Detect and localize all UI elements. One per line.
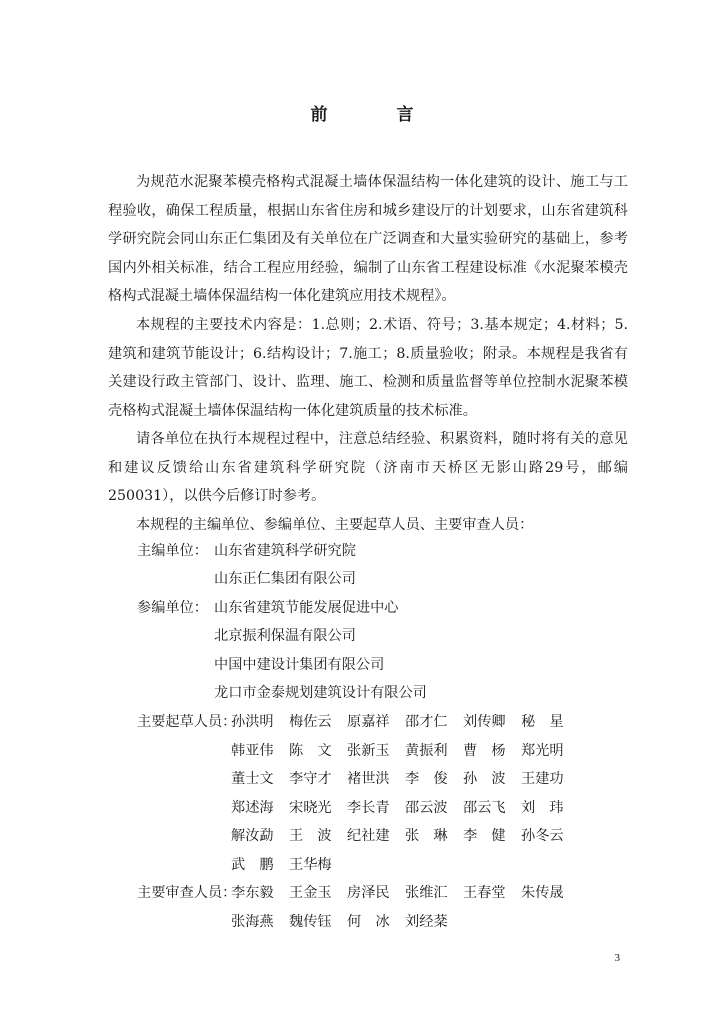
- drafters-row: [231, 851, 347, 879]
- participating-org: 中国中建设计集团有限公司: [214, 657, 385, 673]
- drafter-name: 宋晓光: [289, 800, 332, 816]
- drafter-name: 邵才仁: [405, 714, 448, 730]
- chief-editor-org: 山东省建筑科学研究院: [214, 543, 356, 559]
- drafter-name: 梅佐云: [289, 714, 332, 730]
- drafter-name: 孙洪明: [231, 714, 274, 730]
- drafters-row: [231, 737, 579, 765]
- reviewer-name: 朱传晟: [521, 885, 564, 901]
- drafter-name: 武 鹏: [231, 857, 274, 873]
- drafter-name: 曹 杨: [463, 743, 506, 759]
- paragraph-units-intro: 本规程的主编单位、参编单位、主要起草人员、主要审查人员：: [136, 517, 534, 533]
- reviewer-name: 魏传钰: [289, 914, 332, 930]
- drafter-name: 李 健: [463, 828, 506, 844]
- reviewer-name: 李东毅: [231, 885, 274, 901]
- drafter-name: 孙冬云: [521, 828, 564, 844]
- drafter-name: 黄振利: [405, 743, 448, 759]
- drafters-row: [231, 794, 579, 822]
- drafters-row: [231, 708, 579, 736]
- drafter-name: 原嘉祥: [347, 714, 390, 730]
- drafter-name: 邵云飞: [463, 800, 506, 816]
- drafters-row: [231, 822, 579, 850]
- paragraph-contents: 本规程的主要技术内容是：1.总则；2.术语、符号；3.基本规定；4.材料；5.建筑和建筑节能设计；6.结构设计；7.施工；8.质量验收；附录。本规程是我省有关建设行政主管部门、设计、监理、施工、检测和质量监督等单位控制水泥聚苯模壳格构式混凝土墙体保温结构一体化建筑质量的技术标准。: [108, 317, 628, 419]
- drafter-name: 韩亚伟: [231, 743, 274, 759]
- reviewers-row: [231, 908, 463, 936]
- drafter-name: 王 波: [289, 828, 332, 844]
- drafter-name: 纪社建: [347, 828, 390, 844]
- participating-label: 参编单位：: [137, 600, 208, 616]
- drafter-name: 郑光明: [521, 743, 564, 759]
- participating-org: 龙口市金泰规划建筑设计有限公司: [214, 685, 427, 701]
- drafter-name: 褚世洪: [347, 771, 390, 787]
- drafter-name: 张 琳: [405, 828, 448, 844]
- drafter-name: 陈 文: [289, 743, 332, 759]
- paragraph-feedback: 请各单位在执行本规程过程中，注意总结经验、积累资料，随时将有关的意见和建议反馈给山东省建筑科学研究院（济南市天桥区无影山路29号，邮编250031），以供今后修订时参考。: [108, 431, 628, 505]
- page-number: 3: [614, 952, 620, 964]
- paragraph-purpose: 为规范水泥聚苯模壳格构式混凝土墙体保温结构一体化建筑的设计、施工与工程验收，确保工程质量，根据山东省住房和城乡建设厅的计划要求，山东省建筑科学研究院会同山东正仁集团及有关单位在广泛调查和大量实验研究的基础上，参考国内外相关标准，结合工程应用经验，编制了山东省工程建设标准《水泥聚苯模壳格构式混凝土墙体保温结构一体化建筑应用技术规程》。: [108, 174, 628, 305]
- reviewer-name: 王金玉: [289, 885, 332, 901]
- drafter-name: 解汝勐: [231, 828, 274, 844]
- drafter-name: 刘 玮: [521, 800, 564, 816]
- drafter-name: 王建功: [521, 771, 564, 787]
- participating-org: 山东省建筑节能发展促进中心: [214, 600, 399, 616]
- drafters-label: 主要起草人员：: [137, 714, 237, 730]
- drafter-name: 张新玉: [347, 743, 390, 759]
- drafter-name: 王华梅: [289, 857, 332, 873]
- drafter-name: 董士文: [231, 771, 274, 787]
- drafter-name: 秘 星: [521, 714, 564, 730]
- drafter-name: 邵云波: [405, 800, 448, 816]
- chief-editor-label: 主编单位：: [137, 543, 208, 559]
- drafter-name: 李 俊: [405, 771, 448, 787]
- page-title: 前 言: [310, 105, 440, 125]
- drafter-name: 刘传卿: [463, 714, 506, 730]
- drafter-name: 郑述海: [231, 800, 274, 816]
- reviewer-name: 刘经棻: [405, 914, 448, 930]
- reviewers-row: [231, 879, 579, 907]
- reviewer-name: 房泽民: [347, 885, 390, 901]
- reviewer-name: 张维汇: [405, 885, 448, 901]
- reviewer-name: 何 冰: [347, 914, 390, 930]
- reviewer-name: 张海燕: [231, 914, 274, 930]
- participating-org: 北京振利保温有限公司: [214, 628, 356, 644]
- drafter-name: 李守才: [289, 771, 332, 787]
- reviewers-label: 主要审查人员：: [137, 885, 237, 901]
- drafter-name: 孙 波: [463, 771, 506, 787]
- chief-editor-org: 山东正仁集团有限公司: [214, 571, 356, 587]
- drafters-row: [231, 765, 579, 793]
- drafter-name: 李长青: [347, 800, 390, 816]
- reviewer-name: 王春堂: [463, 885, 506, 901]
